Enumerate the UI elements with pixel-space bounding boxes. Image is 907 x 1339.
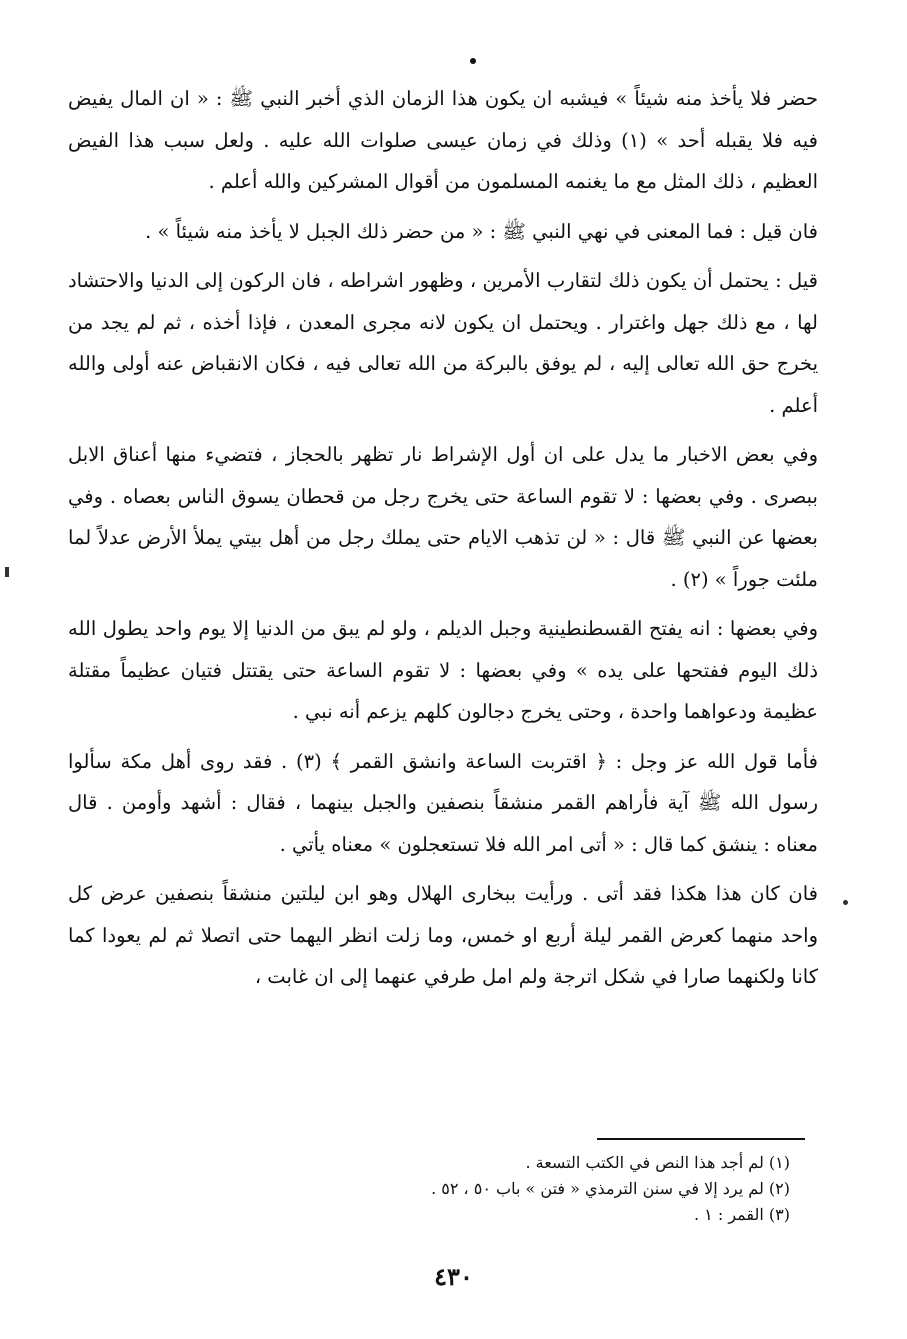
paragraph-4: وفي بعض الاخبار ما يدل على ان أول الإشراط نار تظهر بالحجاز ، فتضيء منها أعناق الابل ببصرى . وفي بعضها : لا تقوم الساعة حتى يخرج رجل من قحطان يسوق الناس بعصاه . وفي بعضها عن النبي ﷺ قال : « لن تذهب الايام حتى يملك رجل من أهل بيتي يملأ الأرض عدلاً لما ملئت جوراً » (٢) . <box>68 443 818 591</box>
paragraph-5: وفي بعضها : انه يفتح القسطنطينية وجبل الديلم ، ولو لم يبق من الدنيا إلا يوم واحد يطول الله ذلك اليوم ففتحها على يده » وفي بعضها : لا تقوم الساعة حتى يقتتل فتيان عظيماً مقتلة عظيمة ودعواهما واحدة ، وحتى يخرج دجالون كلهم يزعم أنه نبي . <box>68 617 818 723</box>
footnotes <box>300 1150 790 1228</box>
footnote-3: (٣) القمر : ١ . <box>694 1205 790 1224</box>
paragraph-2: فان قيل : فما المعنى في نهي النبي ﷺ : « من حضر ذلك الجبل لا يأخذ منه شيئاً » . <box>145 219 818 243</box>
footnote-1: (١) لم أجد هذا النص في الكتب التسعة . <box>525 1153 790 1172</box>
paragraph-3: قيل : يحتمل أن يكون ذلك لتقارب الأمرين ، وظهور اشراطه ، فان الركون إلى الدنيا والاحتشاد لها ، مع ذلك جهل واغترار . ويحتمل ان يكون لانه مجرى المعدن ، فإذا أخذه ، ثم لم يجد من يخرج حق الله تعالى إليه ، لم يوفق بالبركة من الله تعالى فيه ، فكان الانقباض عنه أولى والله أعلم . <box>68 269 818 417</box>
paragraph-1: حضر فلا يأخذ منه شيئاً » فيشبه ان يكون هذا الزمان الذي أخبر النبي ﷺ : « ان المال يفيض فيه فلا يقبله أحد » (١) وذلك في زمان عيسى صلوات الله عليه . ولعل سبب هذا الفيض العظيم ، ذلك المثل مع ما يغنمه المسلمون من أقوال المشركين والله أعلم . <box>68 87 818 193</box>
footnote-2: (٢) لم يرد إلا في سنن الترمذي « فتن » باب ٥٠ ، ٥٢ . <box>431 1179 790 1198</box>
paragraph-6: فأما قول الله عز وجل : ﴿ اقتربت الساعة وانشق القمر ﴾ (٣) . فقد روى أهل مكة سألوا رسول الله ﷺ آية فأراهم القمر منشقاً بنصفين والجبل بينهما ، فقال : أشهد وأومن . قال معناه : ينشق كما قال : « أتى امر الله فلا تستعجلون » معناه يأتي . <box>68 749 818 856</box>
right-margin-mark <box>843 900 848 905</box>
top-dot-mark <box>470 58 476 64</box>
left-margin-mark <box>5 567 9 577</box>
paragraph-7: فان كان هذا هكذا فقد أتى . ورأيت ببخارى الهلال وهو ابن ليلتين منشقاً بنصفين عرض كل واحد منهما كعرض القمر ليلة أربع او خمس، وما زلت انظر اليهما حتى اتصلا ثم لم يعودا كما كانا ولكنهما صارا في شكل اترجة ولم امل طرفي عنهما إلى ان غابت ، <box>68 882 818 988</box>
main-text <box>68 78 818 998</box>
page-number: ٤٣٠ <box>434 1262 473 1291</box>
footnote-divider <box>597 1138 805 1140</box>
